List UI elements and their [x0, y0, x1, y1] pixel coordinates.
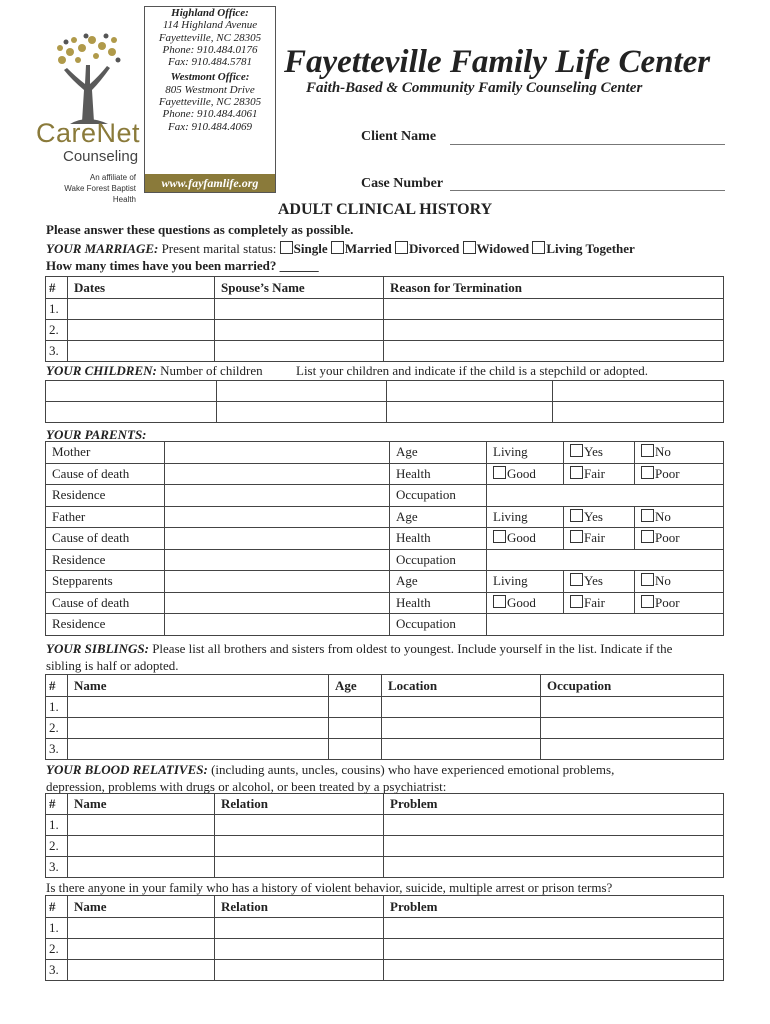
married-checkbox[interactable] [331, 241, 344, 254]
table-cell[interactable] [68, 697, 329, 718]
health-fair-checkbox[interactable] [570, 466, 583, 479]
parent-label: Stepparents [46, 571, 165, 593]
blood-relatives-label: YOUR BLOOD RELATIVES: [46, 762, 208, 777]
cause-of-death-label: Cause of death [46, 528, 165, 550]
table-cell[interactable] [384, 918, 724, 939]
occupation-label: Occupation [390, 485, 487, 507]
parents-label: YOUR PARENTS: [46, 427, 147, 442]
table-cell[interactable] [541, 718, 724, 739]
blood-relatives-text2: depression, problems with drugs or alcohol, or been treated by a psychiatrist: [46, 779, 447, 794]
age-label: Age [390, 506, 487, 528]
table-cell[interactable] [68, 857, 215, 878]
highland-line: Phone: 910.484.0176 [162, 43, 258, 56]
marriage-table [45, 276, 724, 362]
carenet-tree-logo [52, 30, 122, 125]
table-cell[interactable] [215, 857, 384, 878]
table-cell[interactable] [215, 320, 384, 341]
siblings-table [45, 674, 724, 760]
row-number: 1. [46, 299, 68, 320]
col-header: Name [68, 675, 329, 697]
living-together-checkbox[interactable] [532, 241, 545, 254]
living-yes-checkbox[interactable] [570, 573, 583, 586]
no-label: No [655, 573, 671, 589]
good-label: Good [507, 530, 536, 546]
col-header: Problem [384, 794, 724, 815]
westmont-line: Fayetteville, NC 28305 [158, 96, 262, 109]
table-cell[interactable] [68, 939, 215, 960]
poor-label: Poor [655, 465, 680, 481]
residence-label: Residence [46, 549, 165, 571]
yes-label: Yes [584, 444, 603, 460]
table-cell[interactable] [387, 402, 553, 423]
fair-label: Fair [584, 465, 605, 481]
highland-line: Fayetteville, NC 28305 [158, 31, 262, 44]
row-number: 3. [46, 960, 68, 981]
office-info-box [144, 6, 276, 193]
marriage-label: YOUR MARRIAGE: [46, 241, 159, 256]
westmont-line: 805 Westmont Drive [165, 83, 255, 96]
poor-label: Poor [655, 594, 680, 610]
table-cell[interactable] [553, 381, 724, 402]
website-link[interactable]: www.fayfamlife.org [145, 174, 275, 192]
row-number: 1. [46, 815, 68, 836]
row-number: 1. [46, 918, 68, 939]
siblings-line [46, 641, 672, 657]
cause-of-death-label: Cause of death [46, 592, 165, 614]
blood-relatives-text: (including aunts, uncles, cousins) who have experienced emotional problems, [211, 762, 615, 777]
single-label: Single [293, 241, 328, 256]
table-cell[interactable] [553, 402, 724, 423]
health-poor-checkbox[interactable] [641, 595, 654, 608]
living-label: Living [487, 442, 564, 464]
poor-label: Poor [655, 530, 680, 546]
table-cell[interactable] [165, 442, 390, 464]
col-header: Occupation [541, 675, 724, 697]
col-header: # [46, 277, 68, 299]
instructions: Please answer these questions as completely as possible. [46, 222, 354, 237]
table-cell[interactable] [68, 320, 215, 341]
cause-of-death-label: Cause of death [46, 463, 165, 485]
table-cell[interactable] [541, 697, 724, 718]
living-no-checkbox[interactable] [641, 509, 654, 522]
table-cell[interactable] [382, 739, 541, 760]
table-cell[interactable] [215, 836, 384, 857]
row-number: 3. [46, 857, 68, 878]
fair-label: Fair [584, 530, 605, 546]
parent-label: Father [46, 506, 165, 528]
age-label: Age [390, 442, 487, 464]
col-header: Dates [68, 277, 215, 299]
col-header: Name [68, 794, 215, 815]
highland-title: Highland Office: [171, 7, 249, 19]
table-cell[interactable] [68, 299, 215, 320]
col-header: Relation [215, 794, 384, 815]
table-cell[interactable] [68, 836, 215, 857]
client-name-label: Client Name [361, 129, 437, 144]
table-cell[interactable] [487, 485, 724, 507]
health-label: Health [390, 592, 487, 614]
table-cell[interactable] [165, 463, 390, 485]
no-label: No [655, 444, 671, 460]
table-cell[interactable] [68, 718, 329, 739]
table-cell[interactable] [382, 697, 541, 718]
living-yes-checkbox[interactable] [570, 509, 583, 522]
col-header: Spouse’s Name [215, 277, 384, 299]
brand-name: CareNet [36, 118, 141, 148]
col-header: Name [68, 896, 215, 918]
col-header: # [46, 896, 68, 918]
col-header: Relation [215, 896, 384, 918]
table-cell[interactable] [68, 960, 215, 981]
table-cell[interactable] [165, 592, 390, 614]
health-good-checkbox[interactable] [493, 595, 506, 608]
col-header: Location [382, 675, 541, 697]
table-cell[interactable] [46, 381, 217, 402]
living-together-label: Living Together [546, 241, 635, 256]
table-cell[interactable] [68, 739, 329, 760]
living-yes-checkbox[interactable] [570, 444, 583, 457]
table-cell[interactable] [215, 939, 384, 960]
children-count-text: Number of children [160, 363, 263, 378]
page-subtitle: Faith-Based & Community Family Counseling Center [306, 80, 643, 96]
children-line [46, 363, 263, 379]
health-poor-checkbox[interactable] [641, 530, 654, 543]
divorced-checkbox[interactable] [395, 241, 408, 254]
table-cell[interactable] [329, 739, 382, 760]
divorced-label: Divorced [409, 241, 460, 256]
row-number: 2. [46, 718, 68, 739]
table-cell[interactable] [215, 815, 384, 836]
yes-label: Yes [584, 573, 603, 589]
good-label: Good [507, 465, 536, 481]
row-number: 3. [46, 341, 68, 362]
col-header: Problem [384, 896, 724, 918]
table-cell[interactable] [384, 857, 724, 878]
table-cell[interactable] [329, 697, 382, 718]
health-fair-checkbox[interactable] [570, 595, 583, 608]
table-cell[interactable] [165, 614, 390, 636]
client-name-field[interactable] [450, 130, 725, 145]
table-cell[interactable] [217, 381, 387, 402]
parent-label: Mother [46, 442, 165, 464]
siblings-label: YOUR SIBLINGS: [46, 641, 149, 656]
no-label: No [655, 508, 671, 524]
table-cell[interactable] [382, 718, 541, 739]
living-no-checkbox[interactable] [641, 444, 654, 457]
affiliate-line1: An affiliate of [89, 173, 136, 182]
table-cell[interactable] [165, 506, 390, 528]
col-header: Age [329, 675, 382, 697]
health-poor-checkbox[interactable] [641, 466, 654, 479]
table-cell[interactable] [68, 341, 215, 362]
col-header: Reason for Termination [384, 277, 724, 299]
westmont-line: Phone: 910.484.4061 [162, 108, 258, 121]
table-cell[interactable] [68, 815, 215, 836]
table-cell[interactable] [384, 939, 724, 960]
westmont-line: Fax: 910.484.4069 [167, 120, 252, 133]
living-label: Living [487, 571, 564, 593]
children-table [45, 380, 724, 423]
table-cell[interactable] [541, 739, 724, 760]
highland-line: Fax: 910.484.5781 [167, 56, 252, 69]
table-cell[interactable] [384, 320, 724, 341]
case-number-label: Case Number [361, 176, 444, 191]
row-number: 2. [46, 939, 68, 960]
health-good-checkbox[interactable] [493, 530, 506, 543]
table-cell[interactable] [215, 299, 384, 320]
health-label: Health [390, 528, 487, 550]
marital-status-line [46, 241, 635, 257]
occupation-label: Occupation [390, 614, 487, 636]
col-header: # [46, 675, 68, 697]
health-good-checkbox[interactable] [493, 466, 506, 479]
form-heading: ADULT CLINICAL HISTORY [277, 201, 493, 218]
siblings-text2: sibling is half or adopted. [46, 658, 179, 673]
row-number: 2. [46, 320, 68, 341]
living-no-checkbox[interactable] [641, 573, 654, 586]
violence-question: Is there anyone in your family who has a history of violent behavior, suicide, multiple arrest or prison terms? [46, 880, 613, 895]
table-cell[interactable] [165, 485, 390, 507]
children-label: YOUR CHILDREN: [46, 363, 157, 378]
living-label: Living [487, 506, 564, 528]
fair-label: Fair [584, 594, 605, 610]
col-header: # [46, 794, 68, 815]
parents-table [45, 441, 724, 636]
table-cell[interactable] [165, 571, 390, 593]
violence-table [45, 895, 724, 981]
row-number: 1. [46, 697, 68, 718]
table-cell[interactable] [487, 614, 724, 636]
table-cell[interactable] [215, 918, 384, 939]
table-cell[interactable] [329, 718, 382, 739]
blood-relatives-table [45, 793, 724, 878]
widowed-label: Widowed [476, 241, 530, 256]
single-checkbox[interactable] [280, 241, 293, 254]
residence-label: Residence [46, 614, 165, 636]
siblings-text: Please list all brothers and sisters from oldest to youngest. Include yourself in the list. Indicate if the [152, 641, 673, 656]
highland-line: 114 Highland Avenue [162, 19, 258, 32]
table-cell[interactable] [165, 528, 390, 550]
table-cell[interactable] [384, 299, 724, 320]
westmont-title: Westmont Office: [170, 71, 250, 84]
table-cell[interactable] [384, 960, 724, 981]
affiliate-line2: Wake Forest Baptist Health [64, 184, 136, 204]
table-cell[interactable] [384, 836, 724, 857]
yes-label: Yes [584, 508, 603, 524]
widowed-checkbox[interactable] [463, 241, 476, 254]
table-cell[interactable] [46, 402, 217, 423]
table-cell[interactable] [384, 815, 724, 836]
table-cell[interactable] [165, 549, 390, 571]
age-label: Age [390, 571, 487, 593]
table-cell[interactable] [215, 960, 384, 981]
brand-subtitle: Counseling [63, 148, 139, 165]
table-cell[interactable] [384, 341, 724, 362]
married-label: Married [344, 241, 392, 256]
blood-relatives-line [46, 762, 614, 778]
case-number-field[interactable] [450, 176, 725, 191]
page-title: Fayetteville Family Life Center [284, 44, 711, 80]
table-cell[interactable] [387, 381, 553, 402]
row-number: 2. [46, 836, 68, 857]
married-times-question: How many times have you been married? ______ [46, 258, 319, 273]
marriage-text: Present marital status: [161, 241, 277, 256]
health-fair-checkbox[interactable] [570, 530, 583, 543]
residence-label: Residence [46, 485, 165, 507]
table-cell[interactable] [217, 402, 387, 423]
row-number: 3. [46, 739, 68, 760]
table-cell[interactable] [215, 341, 384, 362]
occupation-label: Occupation [390, 549, 487, 571]
table-cell[interactable] [68, 918, 215, 939]
good-label: Good [507, 594, 536, 610]
children-instructions: List your children and indicate if the child is a stepchild or adopted. [296, 363, 648, 378]
health-label: Health [390, 463, 487, 485]
table-cell[interactable] [487, 549, 724, 571]
